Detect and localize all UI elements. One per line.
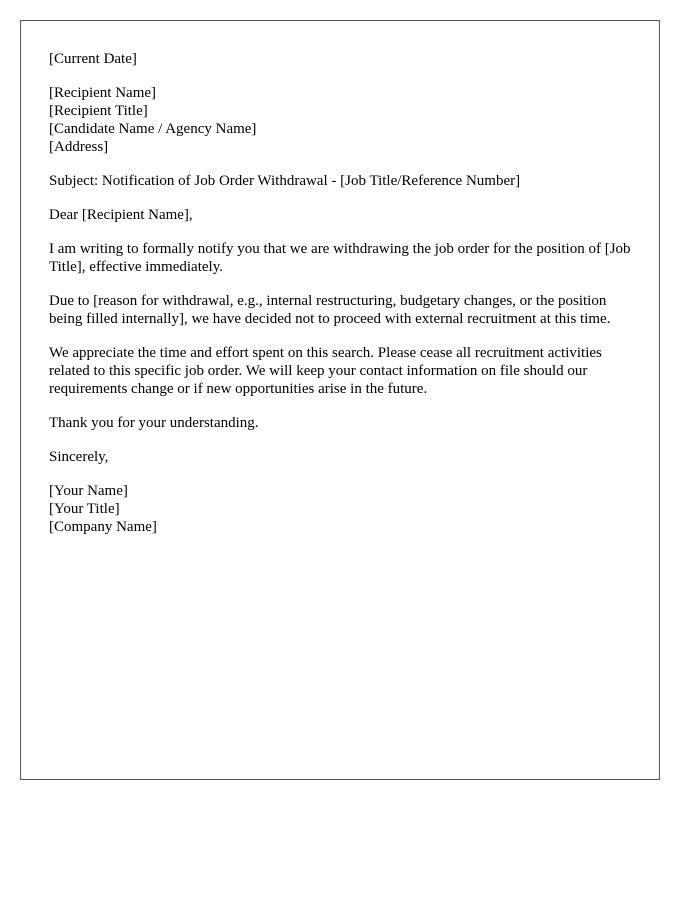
paragraph-text: Thank you for your understanding. <box>49 415 259 431</box>
salutation-block <box>49 206 634 224</box>
letter-content <box>49 50 634 552</box>
paragraph-text: Due to [reason for withdrawal, e.g., internal restructuring, budgetary changes, or the position being filled internally], we have decided not to proceed with external recruitment at this time. <box>49 293 611 327</box>
closing-block <box>49 448 634 466</box>
recipient-address: [Address] <box>49 139 109 155</box>
paragraph-text: I am writing to formally notify you that we are withdrawing the job order for the position of [Job Title], effective immediately. <box>49 241 631 275</box>
body-paragraph-1 <box>49 240 634 276</box>
recipient-block <box>49 84 634 156</box>
letter-date: [Current Date] <box>49 51 137 67</box>
paragraph-text: We appreciate the time and effort spent on this search. Please cease all recruitment activities related to this specific job order. We will keep your contact information on file should our requirements change or if new opportunities arise in the future. <box>49 345 602 397</box>
signature-title: [Your Title] <box>49 501 120 517</box>
body-paragraph-3 <box>49 344 634 398</box>
date-block <box>49 50 634 68</box>
letter-closing: Sincerely, <box>49 449 109 465</box>
recipient-organization: [Candidate Name / Agency Name] <box>49 121 257 137</box>
body-paragraph-4 <box>49 414 634 432</box>
signature-name: [Your Name] <box>49 483 128 499</box>
signature-company: [Company Name] <box>49 519 157 535</box>
letter-page <box>20 20 660 780</box>
body-paragraph-2 <box>49 292 634 328</box>
recipient-name: [Recipient Name] <box>49 85 157 101</box>
subject-block <box>49 172 634 190</box>
letter-salutation: Dear [Recipient Name], <box>49 207 193 223</box>
letter-subject: Subject: Notification of Job Order Withdrawal - [Job Title/Reference Number] <box>49 173 521 189</box>
recipient-title: [Recipient Title] <box>49 103 148 119</box>
signature-block <box>49 482 634 536</box>
